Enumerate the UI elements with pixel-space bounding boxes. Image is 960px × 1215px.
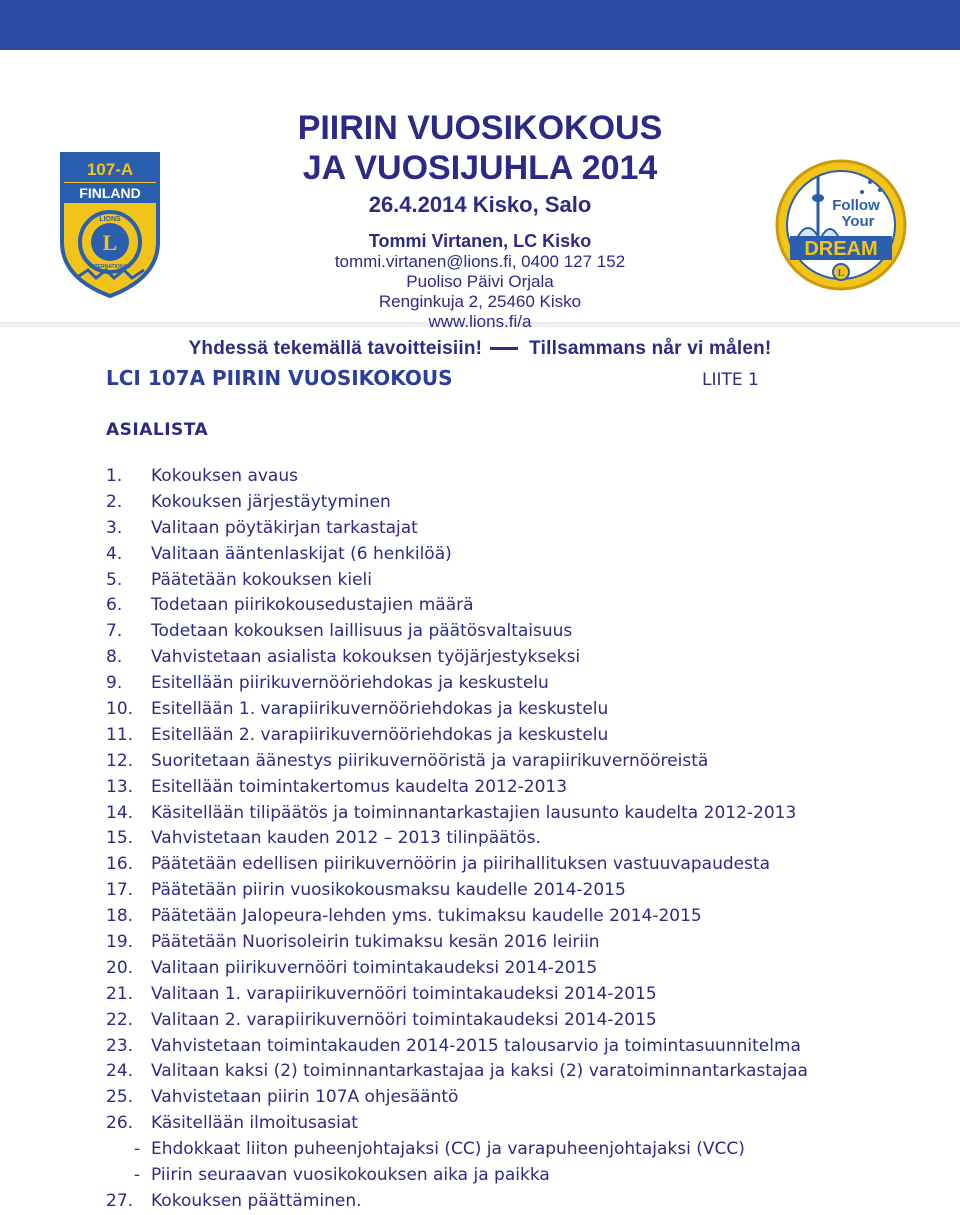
agenda-item <box>106 1189 866 1215</box>
event-title-line1: PIIRIN VUOSIKOKOUS <box>297 109 663 147</box>
agenda-item-text: Valitaan piirikuvernööri toimintakaudeksi 2014-2015 <box>151 957 598 978</box>
agenda-item <box>106 568 866 594</box>
agenda-item-number: 4. <box>106 543 123 564</box>
agenda-item <box>106 801 866 827</box>
agenda-item <box>106 749 866 775</box>
website-link[interactable]: www.lions.fi/a <box>428 312 532 331</box>
agenda-item-text: Esitellään piirikuvernööriehdokas ja keskustelu <box>151 673 549 694</box>
agenda-item <box>106 593 866 619</box>
agenda-item <box>106 1034 866 1060</box>
agenda-item-text: Vahvistetaan toimintakauden 2014-2015 talousarvio ja toimintasuunnitelma <box>151 1035 801 1056</box>
agenda-item-number: 15. <box>106 828 134 849</box>
agenda-item-text: Vahvistetaan kauden 2012 – 2013 tilinpäätös. <box>151 828 541 849</box>
logo-follow: Follow <box>832 197 880 214</box>
agenda-item <box>106 1059 866 1085</box>
agenda-item-number: 18. <box>106 906 134 927</box>
agenda-heading: ASIALISTA <box>106 420 209 440</box>
agenda-item-text: Vahvistetaan piirin 107A ohjesääntö <box>151 1087 459 1108</box>
agenda-item-text: Esitellään toimintakertomus kaudelta 2012-2013 <box>151 776 568 797</box>
motto-swedish: Tillsammans når vi målen! <box>529 338 772 359</box>
agenda-item-text: Päätetään Jalopeura-lehden yms. tukimaksu kaudelle 2014-2015 <box>151 906 702 927</box>
event-date-place: 26.4.2014 Kisko, Salo <box>368 192 592 217</box>
agenda-item-text: Käsitellään ilmoitusasiat <box>151 1113 358 1134</box>
agenda-item-number: 25. <box>106 1087 134 1108</box>
agenda-item-number: 5. <box>106 569 123 590</box>
agenda-item-number: 13. <box>106 776 134 797</box>
agenda-item-text: Päätetään kokouksen kieli <box>151 569 372 590</box>
agenda-item-number: 24. <box>106 1061 134 1082</box>
agenda-item <box>106 645 866 671</box>
agenda-item <box>106 516 866 542</box>
agenda-item-number: 3. <box>106 517 123 538</box>
document-title: LCI 107A PIIRIN VUOSIKOKOUS <box>106 366 453 390</box>
motto-finnish: Yhdessä tekemällä tavoitteisiin! <box>188 338 483 359</box>
agenda-item <box>106 982 866 1008</box>
agenda-item-number: 1. <box>106 466 123 486</box>
agenda-item <box>106 697 866 723</box>
document-body <box>106 366 866 1215</box>
agenda-item-number: 2. <box>106 491 123 512</box>
agenda-item-number: 17. <box>106 880 134 901</box>
agenda-item-number: 10. <box>106 699 134 720</box>
agenda-item-number: 14. <box>106 802 134 823</box>
agenda-item-number: 16. <box>106 854 134 875</box>
agenda-item-text: Valitaan pöytäkirjan tarkastajat <box>151 517 418 538</box>
agenda-item-number: 19. <box>106 932 134 953</box>
agenda-item-text: Kokouksen järjestäytyminen <box>151 491 391 512</box>
agenda-item <box>106 852 866 878</box>
event-title-line2: JA VUOSIJUHLA 2014 <box>302 149 658 187</box>
document-header <box>106 366 866 396</box>
agenda-item <box>106 775 866 801</box>
agenda-item-text: Todetaan piirikokousedustajien määrä <box>151 595 474 616</box>
agenda-item-text: Valitaan ääntenlaskijat (6 henkilöä) <box>151 543 452 564</box>
contact-email-phone: tommi.virtanen@lions.fi, 0400 127 152 <box>334 252 626 271</box>
agenda-item-text: Päätetään edellisen piirikuvernöörin ja piirihallituksen vastuuvapaudesta <box>151 854 771 875</box>
logo-letter: L <box>102 230 118 255</box>
agenda-item <box>106 826 866 852</box>
logo-ring-text2: INTERNATIONAL <box>89 264 131 270</box>
agenda-item <box>106 878 866 904</box>
logo-your: Your <box>841 213 875 230</box>
lions-107a-finland-logo <box>58 146 162 298</box>
motto-dash <box>490 347 518 350</box>
logo-top-text: 107-A <box>86 160 134 179</box>
agenda-item-number: 12. <box>106 750 134 771</box>
agenda-item <box>106 956 866 982</box>
agenda-item-number: 11. <box>106 724 134 745</box>
agenda-item-number: 8. <box>106 647 123 668</box>
agenda-item-number: 7. <box>106 621 123 642</box>
agenda-item <box>106 930 866 956</box>
appendix-label: LIITE 1 <box>702 370 759 390</box>
agenda-item <box>106 619 866 645</box>
agenda-item-text: Päätetään piirin vuosikokousmaksu kaudelle 2014-2015 <box>151 880 626 901</box>
agenda-subitem <box>106 1137 866 1163</box>
agenda-item <box>106 671 866 697</box>
agenda-item-number: - <box>134 1165 141 1186</box>
agenda-item <box>106 1085 866 1111</box>
agenda-item <box>106 464 866 490</box>
agenda-item-number: 22. <box>106 1009 134 1030</box>
agenda-item-text: Esitellään 1. varapiirikuvernööriehdokas ja keskustelu <box>151 699 609 720</box>
agenda-item-text: Piirin seuraavan vuosikokouksen aika ja paikka <box>151 1165 550 1186</box>
follow-your-dream-logo <box>774 158 908 292</box>
contact-name: Tommi Virtanen, LC Kisko <box>368 231 592 251</box>
agenda-item <box>106 723 866 749</box>
agenda-item <box>106 1111 866 1137</box>
contact-spouse: Puoliso Päivi Orjala <box>406 272 554 291</box>
agenda-item-text: Valitaan kaksi (2) toiminnantarkastajaa ja kaksi (2) varatoiminnantarkastajaa <box>151 1061 808 1082</box>
agenda-item-text: Päätetään Nuorisoleirin tukimaksu kesän 2016 leiriin <box>151 932 600 953</box>
agenda-item-text: Suoritetaan äänestys piirikuvernööristä ja varapiirikuvernööreistä <box>151 750 709 771</box>
agenda-item <box>106 490 866 516</box>
agenda-item-text: Ehdokkaat liiton puheenjohtajaksi (CC) ja varapuheenjohtajaksi (VCC) <box>151 1139 745 1160</box>
logo-ring-text: LIONS <box>99 216 121 223</box>
top-color-bar <box>0 0 960 50</box>
agenda-item-number: 26. <box>106 1113 134 1134</box>
agenda-item-text: Valitaan 2. varapiirikuvernööri toimintakaudeksi 2014-2015 <box>151 1009 657 1030</box>
agenda-item-number: - <box>134 1139 141 1160</box>
agenda-item-text: Todetaan kokouksen laillisuus ja päätösvaltaisuus <box>151 621 573 642</box>
agenda-item-text: Kokouksen päättäminen. <box>151 1190 362 1211</box>
motto <box>150 336 810 362</box>
agenda-item <box>106 904 866 930</box>
agenda-item-number: 23. <box>106 1035 134 1056</box>
agenda-item-text: Valitaan 1. varapiirikuvernööri toimintakaudeksi 2014-2015 <box>151 983 657 1004</box>
agenda-item-number: 21. <box>106 983 134 1004</box>
agenda-item-number: 6. <box>106 595 123 616</box>
agenda-item-number: 27. <box>106 1190 134 1211</box>
agenda-item-text: Esitellään 2. varapiirikuvernööriehdokas ja keskustelu <box>151 724 609 745</box>
agenda-item-text: Vahvistetaan asialista kokouksen työjärjestykseksi <box>151 647 581 668</box>
agenda-item-number: 9. <box>106 673 123 694</box>
agenda-item <box>106 542 866 568</box>
logo-right-letter: L <box>837 268 845 279</box>
agenda-item-number: 20. <box>106 957 134 978</box>
logo-band-text: FINLAND <box>79 185 141 201</box>
agenda-list <box>106 464 866 1215</box>
letterhead <box>0 50 960 359</box>
agenda-subitem <box>106 1163 866 1189</box>
contact-address: Renginkuja 2, 25460 Kisko <box>378 292 582 311</box>
agenda-item-text: Kokouksen avaus <box>151 466 298 486</box>
agenda-item-text: Käsitellään tilipäätös ja toiminnantarkastajien lausunto kaudelta 2012-2013 <box>151 802 797 823</box>
logo-dream: DREAM <box>804 238 878 260</box>
agenda-item <box>106 1008 866 1034</box>
